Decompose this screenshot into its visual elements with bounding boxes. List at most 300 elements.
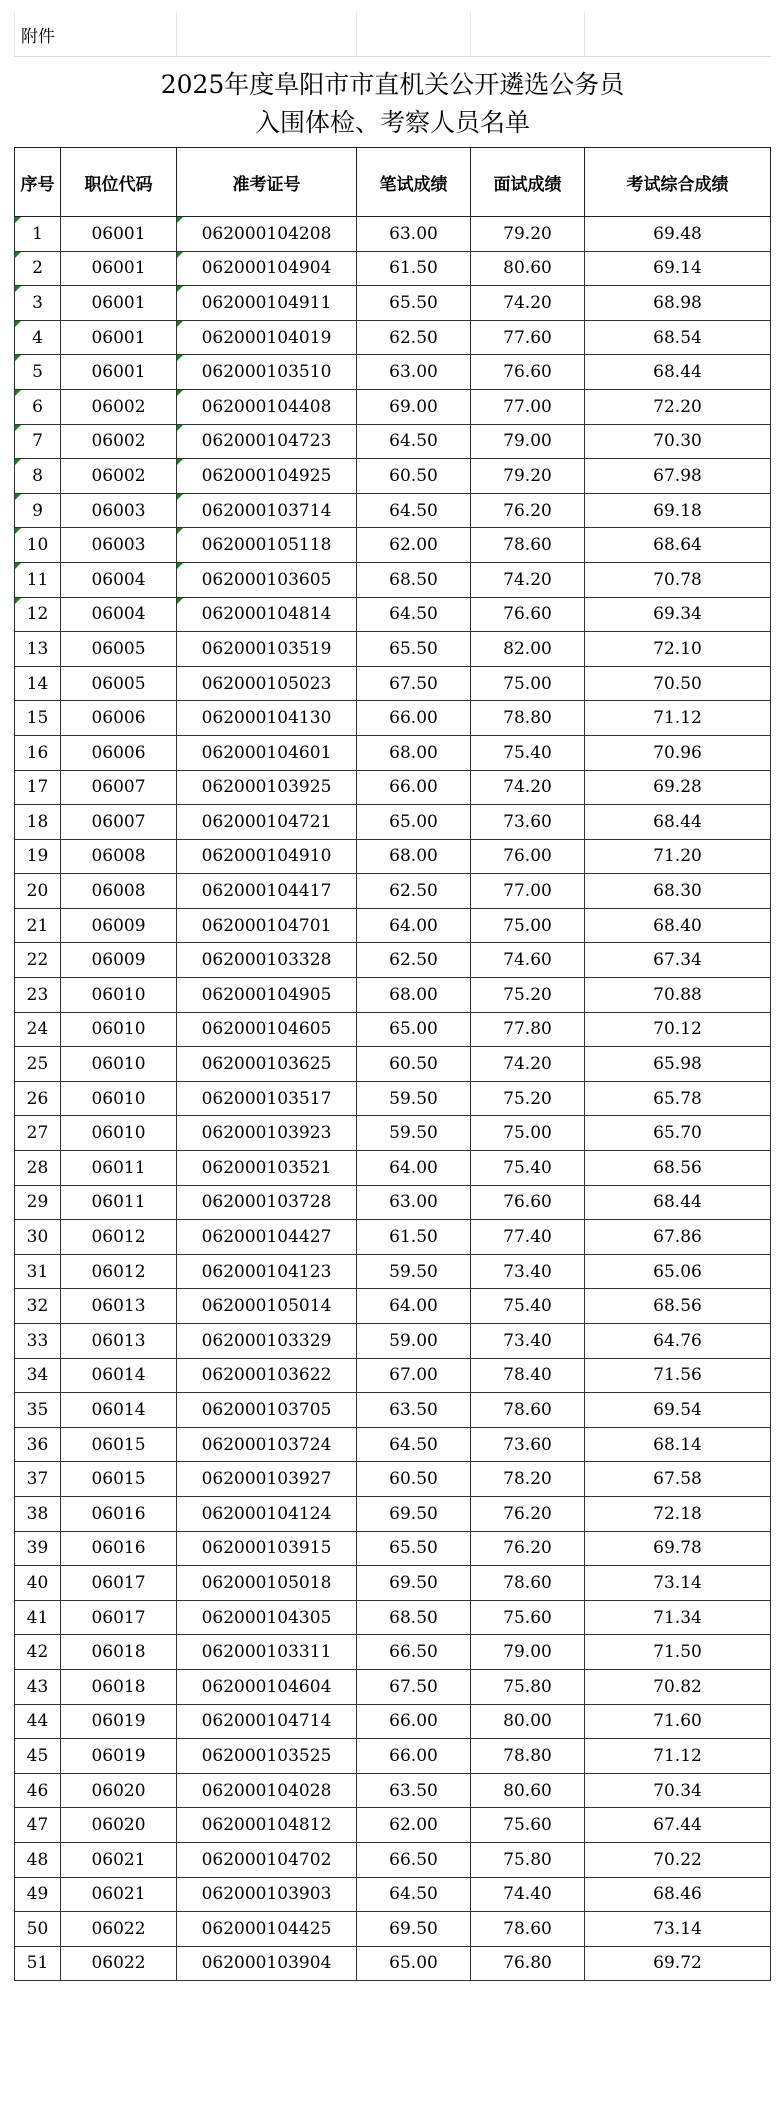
cell-seq: 34 — [15, 1358, 61, 1393]
cell-position-code: 06012 — [61, 1254, 177, 1289]
cell-interview-score: 79.00 — [471, 424, 585, 459]
cell-interview-score: 73.60 — [471, 1427, 585, 1462]
cell-total-score: 70.50 — [585, 666, 771, 701]
table-row — [15, 632, 771, 667]
cell-position-code: 06015 — [61, 1462, 177, 1497]
cell-position-code: 06020 — [61, 1808, 177, 1843]
cell-written-score: 64.50 — [357, 493, 471, 528]
cell-seq: 36 — [15, 1427, 61, 1462]
cell-interview-score: 78.60 — [471, 1566, 585, 1601]
cell-ticket-number: 062000103605 — [177, 562, 357, 597]
cell-position-code: 06017 — [61, 1600, 177, 1635]
cell-interview-score: 74.20 — [471, 286, 585, 321]
cell-seq: 42 — [15, 1635, 61, 1670]
cell-ticket-number: 062000103923 — [177, 1116, 357, 1151]
cell-total-score: 64.76 — [585, 1324, 771, 1359]
cell-total-score: 68.30 — [585, 874, 771, 909]
cell-position-code: 06002 — [61, 424, 177, 459]
cell-position-code: 06007 — [61, 770, 177, 805]
cell-position-code: 06022 — [61, 1912, 177, 1947]
cell-position-code: 06010 — [61, 1081, 177, 1116]
cell-total-score: 68.56 — [585, 1151, 771, 1186]
table-row — [15, 701, 771, 736]
cell-position-code: 06008 — [61, 839, 177, 874]
cell-seq: 40 — [15, 1566, 61, 1601]
cell-position-code: 06001 — [61, 320, 177, 355]
cell-ticket-number: 062000105118 — [177, 528, 357, 563]
cell-position-code: 06019 — [61, 1739, 177, 1774]
cell-seq: 12 — [15, 597, 61, 632]
cell-ticket-number: 062000104123 — [177, 1254, 357, 1289]
cell-seq: 28 — [15, 1151, 61, 1186]
cell-ticket-number: 062000104721 — [177, 805, 357, 840]
cell-ticket-number: 062000104925 — [177, 459, 357, 494]
table-row — [15, 1289, 771, 1324]
cell-written-score: 61.50 — [357, 251, 471, 286]
cell-interview-score: 75.20 — [471, 978, 585, 1013]
cell-written-score: 66.00 — [357, 1704, 471, 1739]
table-row — [15, 562, 771, 597]
cell-seq: 16 — [15, 735, 61, 770]
table-row — [15, 217, 771, 252]
cell-ticket-number: 062000103521 — [177, 1151, 357, 1186]
cell-position-code: 06007 — [61, 805, 177, 840]
cell-written-score: 60.50 — [357, 1047, 471, 1082]
cell-position-code: 06009 — [61, 943, 177, 978]
cell-interview-score: 75.60 — [471, 1600, 585, 1635]
cell-total-score: 68.44 — [585, 355, 771, 390]
cell-ticket-number: 062000104604 — [177, 1669, 357, 1704]
cell-total-score: 71.34 — [585, 1600, 771, 1635]
cell-seq: 43 — [15, 1669, 61, 1704]
cell-ticket-number: 062000104427 — [177, 1220, 357, 1255]
cell-position-code: 06005 — [61, 666, 177, 701]
cell-written-score: 67.50 — [357, 666, 471, 701]
cell-written-score: 69.50 — [357, 1496, 471, 1531]
cell-total-score: 69.54 — [585, 1393, 771, 1428]
cell-interview-score: 75.00 — [471, 666, 585, 701]
table-row — [15, 1877, 771, 1912]
cell-seq: 33 — [15, 1324, 61, 1359]
cell-written-score: 67.50 — [357, 1669, 471, 1704]
cell-total-score: 68.56 — [585, 1289, 771, 1324]
cell-total-score: 69.14 — [585, 251, 771, 286]
cell-ticket-number: 062000104019 — [177, 320, 357, 355]
header-seq: 序号 — [15, 148, 61, 217]
table-row — [15, 1012, 771, 1047]
cell-written-score: 63.50 — [357, 1773, 471, 1808]
cell-seq: 23 — [15, 978, 61, 1013]
table-row — [15, 1842, 771, 1877]
cell-position-code: 06010 — [61, 1012, 177, 1047]
table-row — [15, 1116, 771, 1151]
cell-written-score: 63.00 — [357, 217, 471, 252]
table-row — [15, 735, 771, 770]
cell-ticket-number: 062000104812 — [177, 1808, 357, 1843]
cell-written-score: 67.00 — [357, 1358, 471, 1393]
cell-position-code: 06013 — [61, 1289, 177, 1324]
cell-interview-score: 73.40 — [471, 1324, 585, 1359]
cell-interview-score: 80.60 — [471, 1773, 585, 1808]
cell-written-score: 69.50 — [357, 1912, 471, 1947]
cell-interview-score: 75.40 — [471, 735, 585, 770]
cell-seq: 37 — [15, 1462, 61, 1497]
cell-total-score: 69.34 — [585, 597, 771, 632]
cell-position-code: 06011 — [61, 1151, 177, 1186]
cell-written-score: 60.50 — [357, 459, 471, 494]
cell-interview-score: 76.20 — [471, 493, 585, 528]
cell-position-code: 06003 — [61, 528, 177, 563]
cell-written-score: 64.50 — [357, 1427, 471, 1462]
cell-interview-score: 78.20 — [471, 1462, 585, 1497]
cell-seq: 46 — [15, 1773, 61, 1808]
cell-ticket-number: 062000103311 — [177, 1635, 357, 1670]
cell-position-code: 06017 — [61, 1566, 177, 1601]
cell-ticket-number: 062000103328 — [177, 943, 357, 978]
table-row — [15, 1600, 771, 1635]
table-row — [15, 1566, 771, 1601]
cell-written-score: 62.00 — [357, 528, 471, 563]
cell-seq: 48 — [15, 1842, 61, 1877]
cell-interview-score: 78.60 — [471, 1393, 585, 1428]
cell-position-code: 06008 — [61, 874, 177, 909]
cell-total-score: 65.78 — [585, 1081, 771, 1116]
cell-total-score: 72.18 — [585, 1496, 771, 1531]
cell-total-score: 72.10 — [585, 632, 771, 667]
title-line-2: 入围体检、考察人员名单 — [254, 108, 530, 137]
table-row — [15, 1427, 771, 1462]
cell-interview-score: 79.20 — [471, 459, 585, 494]
cell-ticket-number: 062000103625 — [177, 1047, 357, 1082]
table-row — [15, 1254, 771, 1289]
cell-seq: 20 — [15, 874, 61, 909]
cell-ticket-number: 062000103903 — [177, 1877, 357, 1912]
cell-total-score: 69.72 — [585, 1946, 771, 1981]
cell-ticket-number: 062000104208 — [177, 217, 357, 252]
cell-seq: 51 — [15, 1946, 61, 1981]
cell-written-score: 65.00 — [357, 1012, 471, 1047]
cell-total-score: 71.56 — [585, 1358, 771, 1393]
cell-position-code: 06001 — [61, 355, 177, 390]
cell-interview-score: 76.00 — [471, 839, 585, 874]
cell-position-code: 06001 — [61, 286, 177, 321]
cell-seq: 14 — [15, 666, 61, 701]
cell-seq: 19 — [15, 839, 61, 874]
table-row — [15, 943, 771, 978]
attachment-row — [15, 12, 771, 57]
table-row — [15, 770, 771, 805]
cell-seq: 50 — [15, 1912, 61, 1947]
cell-written-score: 64.00 — [357, 1151, 471, 1186]
cell-interview-score: 75.20 — [471, 1081, 585, 1116]
cell-ticket-number: 062000105018 — [177, 1566, 357, 1601]
table-body — [15, 217, 771, 1981]
cell-seq: 10 — [15, 528, 61, 563]
cell-seq: 44 — [15, 1704, 61, 1739]
cell-total-score: 71.12 — [585, 701, 771, 736]
table-row — [15, 1912, 771, 1947]
cell-written-score: 64.50 — [357, 424, 471, 459]
cell-position-code: 06010 — [61, 1116, 177, 1151]
cell-written-score: 63.50 — [357, 1393, 471, 1428]
cell-total-score: 68.54 — [585, 320, 771, 355]
table-row — [15, 1739, 771, 1774]
table-row — [15, 1151, 771, 1186]
cell-total-score: 69.48 — [585, 217, 771, 252]
cell-total-score: 68.46 — [585, 1877, 771, 1912]
cell-seq: 18 — [15, 805, 61, 840]
cell-total-score: 65.06 — [585, 1254, 771, 1289]
cell-interview-score: 77.60 — [471, 320, 585, 355]
cell-total-score: 70.82 — [585, 1669, 771, 1704]
cell-written-score: 64.50 — [357, 597, 471, 632]
cell-seq: 30 — [15, 1220, 61, 1255]
cell-interview-score: 74.60 — [471, 943, 585, 978]
cell-ticket-number: 062000104305 — [177, 1600, 357, 1635]
cell-total-score: 69.18 — [585, 493, 771, 528]
cell-written-score: 66.00 — [357, 770, 471, 805]
cell-seq: 6 — [15, 389, 61, 424]
cell-total-score: 68.14 — [585, 1427, 771, 1462]
cell-total-score: 73.14 — [585, 1912, 771, 1947]
cell-ticket-number: 062000103519 — [177, 632, 357, 667]
table-row — [15, 1358, 771, 1393]
cell-total-score: 72.20 — [585, 389, 771, 424]
cell-position-code: 06015 — [61, 1427, 177, 1462]
cell-ticket-number: 062000104905 — [177, 978, 357, 1013]
table-row — [15, 1393, 771, 1428]
cell-position-code: 06014 — [61, 1393, 177, 1428]
cell-position-code: 06013 — [61, 1324, 177, 1359]
table-row — [15, 286, 771, 321]
cell-total-score: 69.78 — [585, 1531, 771, 1566]
cell-total-score: 68.64 — [585, 528, 771, 563]
cell-total-score: 67.34 — [585, 943, 771, 978]
cell-interview-score: 75.40 — [471, 1151, 585, 1186]
cell-total-score: 67.44 — [585, 1808, 771, 1843]
cell-seq: 4 — [15, 320, 61, 355]
cell-interview-score: 78.80 — [471, 1739, 585, 1774]
cell-ticket-number: 062000104408 — [177, 389, 357, 424]
cell-position-code: 06004 — [61, 597, 177, 632]
table-row — [15, 1324, 771, 1359]
cell-written-score: 62.50 — [357, 943, 471, 978]
cell-written-score: 68.50 — [357, 562, 471, 597]
cell-interview-score: 74.40 — [471, 1877, 585, 1912]
cell-ticket-number: 062000104417 — [177, 874, 357, 909]
cell-position-code: 06019 — [61, 1704, 177, 1739]
table-row — [15, 908, 771, 943]
cell-written-score: 62.50 — [357, 320, 471, 355]
attachment-label: 附件 — [15, 12, 177, 57]
table-row — [15, 1704, 771, 1739]
cell-seq: 26 — [15, 1081, 61, 1116]
cell-interview-score: 75.00 — [471, 908, 585, 943]
header-written-score: 笔试成绩 — [357, 148, 471, 217]
cell-seq: 1 — [15, 217, 61, 252]
cell-position-code: 06002 — [61, 389, 177, 424]
cell-position-code: 06011 — [61, 1185, 177, 1220]
cell-position-code: 06001 — [61, 251, 177, 286]
cell-interview-score: 76.80 — [471, 1946, 585, 1981]
cell-total-score: 71.60 — [585, 1704, 771, 1739]
cell-total-score: 73.14 — [585, 1566, 771, 1601]
cell-position-code: 06016 — [61, 1496, 177, 1531]
cell-total-score: 68.98 — [585, 286, 771, 321]
table-row — [15, 389, 771, 424]
cell-seq: 39 — [15, 1531, 61, 1566]
cell-seq: 25 — [15, 1047, 61, 1082]
cell-position-code: 06020 — [61, 1773, 177, 1808]
table-row — [15, 1669, 771, 1704]
cell-seq: 47 — [15, 1808, 61, 1843]
table-row — [15, 493, 771, 528]
table-row — [15, 1047, 771, 1082]
cell-seq: 32 — [15, 1289, 61, 1324]
cell-interview-score: 75.00 — [471, 1116, 585, 1151]
cell-seq: 24 — [15, 1012, 61, 1047]
cell-position-code: 06010 — [61, 1047, 177, 1082]
title-row — [15, 57, 771, 148]
cell-position-code: 06001 — [61, 217, 177, 252]
header-ticket-number: 准考证号 — [177, 148, 357, 217]
cell-ticket-number: 062000104723 — [177, 424, 357, 459]
table-row — [15, 251, 771, 286]
cell-written-score: 69.50 — [357, 1566, 471, 1601]
cell-interview-score: 78.40 — [471, 1358, 585, 1393]
cell-interview-score: 82.00 — [471, 632, 585, 667]
cell-ticket-number: 062000103329 — [177, 1324, 357, 1359]
cell-written-score: 65.50 — [357, 632, 471, 667]
cell-position-code: 06016 — [61, 1531, 177, 1566]
cell-ticket-number: 062000103622 — [177, 1358, 357, 1393]
table-row — [15, 320, 771, 355]
cell-written-score: 65.50 — [357, 286, 471, 321]
header-row — [15, 148, 771, 217]
cell-written-score: 68.00 — [357, 978, 471, 1013]
cell-total-score: 71.20 — [585, 839, 771, 874]
cell-written-score: 68.50 — [357, 1600, 471, 1635]
cell-position-code: 06002 — [61, 459, 177, 494]
cell-seq: 31 — [15, 1254, 61, 1289]
cell-position-code: 06006 — [61, 701, 177, 736]
cell-seq: 17 — [15, 770, 61, 805]
cell-ticket-number: 062000103927 — [177, 1462, 357, 1497]
cell-total-score: 65.70 — [585, 1116, 771, 1151]
cell-interview-score: 75.60 — [471, 1808, 585, 1843]
title-line-1: 2025年度阜阳市市直机关公开遴选公务员 — [160, 70, 625, 99]
cell-position-code: 06005 — [61, 632, 177, 667]
header-position-code: 职位代码 — [61, 148, 177, 217]
cell-written-score: 62.50 — [357, 874, 471, 909]
cell-ticket-number: 062000104814 — [177, 597, 357, 632]
cell-total-score: 69.28 — [585, 770, 771, 805]
cell-interview-score: 78.60 — [471, 528, 585, 563]
table-row — [15, 1185, 771, 1220]
cell-total-score: 67.98 — [585, 459, 771, 494]
table-row — [15, 978, 771, 1013]
cell-written-score: 59.50 — [357, 1116, 471, 1151]
cell-written-score: 60.50 — [357, 1462, 471, 1497]
cell-position-code: 06004 — [61, 562, 177, 597]
cell-total-score: 67.58 — [585, 1462, 771, 1497]
cell-interview-score: 79.20 — [471, 217, 585, 252]
cell-ticket-number: 062000103728 — [177, 1185, 357, 1220]
cell-seq: 21 — [15, 908, 61, 943]
cell-total-score: 70.12 — [585, 1012, 771, 1047]
header-interview-score: 面试成绩 — [471, 148, 585, 217]
cell-written-score: 65.00 — [357, 805, 471, 840]
cell-ticket-number: 062000103510 — [177, 355, 357, 390]
cell-position-code: 06021 — [61, 1842, 177, 1877]
cell-ticket-number: 062000104124 — [177, 1496, 357, 1531]
cell-ticket-number: 062000104910 — [177, 839, 357, 874]
cell-total-score: 68.44 — [585, 1185, 771, 1220]
cell-seq: 38 — [15, 1496, 61, 1531]
cell-seq: 5 — [15, 355, 61, 390]
cell-written-score: 59.00 — [357, 1324, 471, 1359]
cell-ticket-number: 062000104701 — [177, 908, 357, 943]
cell-position-code: 06006 — [61, 735, 177, 770]
cell-seq: 27 — [15, 1116, 61, 1151]
table-row — [15, 1635, 771, 1670]
cell-interview-score: 74.20 — [471, 770, 585, 805]
cell-interview-score: 78.80 — [471, 701, 585, 736]
header-total-score: 考试综合成绩 — [585, 148, 771, 217]
table-row — [15, 355, 771, 390]
cell-written-score: 63.00 — [357, 355, 471, 390]
cell-written-score: 64.00 — [357, 908, 471, 943]
cell-ticket-number: 062000103724 — [177, 1427, 357, 1462]
cell-total-score: 70.30 — [585, 424, 771, 459]
cell-seq: 11 — [15, 562, 61, 597]
cell-seq: 9 — [15, 493, 61, 528]
cell-interview-score: 75.80 — [471, 1669, 585, 1704]
spreadsheet — [14, 12, 770, 1981]
cell-ticket-number: 062000104702 — [177, 1842, 357, 1877]
cell-written-score: 64.50 — [357, 1877, 471, 1912]
cell-position-code: 06003 — [61, 493, 177, 528]
cell-written-score: 65.00 — [357, 1946, 471, 1981]
cell-ticket-number: 062000104904 — [177, 251, 357, 286]
cell-interview-score: 77.40 — [471, 1220, 585, 1255]
cell-position-code: 06022 — [61, 1946, 177, 1981]
cell-written-score: 66.00 — [357, 701, 471, 736]
cell-ticket-number: 062000104425 — [177, 1912, 357, 1947]
cell-interview-score: 77.00 — [471, 389, 585, 424]
cell-seq: 2 — [15, 251, 61, 286]
cell-ticket-number: 062000104605 — [177, 1012, 357, 1047]
cell-ticket-number: 062000104601 — [177, 735, 357, 770]
cell-ticket-number: 062000104028 — [177, 1773, 357, 1808]
table-row — [15, 424, 771, 459]
cell-ticket-number: 062000103525 — [177, 1739, 357, 1774]
cell-interview-score: 76.60 — [471, 597, 585, 632]
cell-written-score: 65.50 — [357, 1531, 471, 1566]
cell-interview-score: 75.40 — [471, 1289, 585, 1324]
cell-interview-score: 74.20 — [471, 562, 585, 597]
cell-written-score: 66.50 — [357, 1842, 471, 1877]
cell-interview-score: 80.00 — [471, 1704, 585, 1739]
cell-written-score: 68.00 — [357, 839, 471, 874]
cell-ticket-number: 062000103925 — [177, 770, 357, 805]
cell-ticket-number: 062000104714 — [177, 1704, 357, 1739]
cell-ticket-number: 062000105023 — [177, 666, 357, 701]
cell-seq: 45 — [15, 1739, 61, 1774]
results-table — [14, 12, 771, 1981]
cell-interview-score: 80.60 — [471, 251, 585, 286]
cell-seq: 13 — [15, 632, 61, 667]
